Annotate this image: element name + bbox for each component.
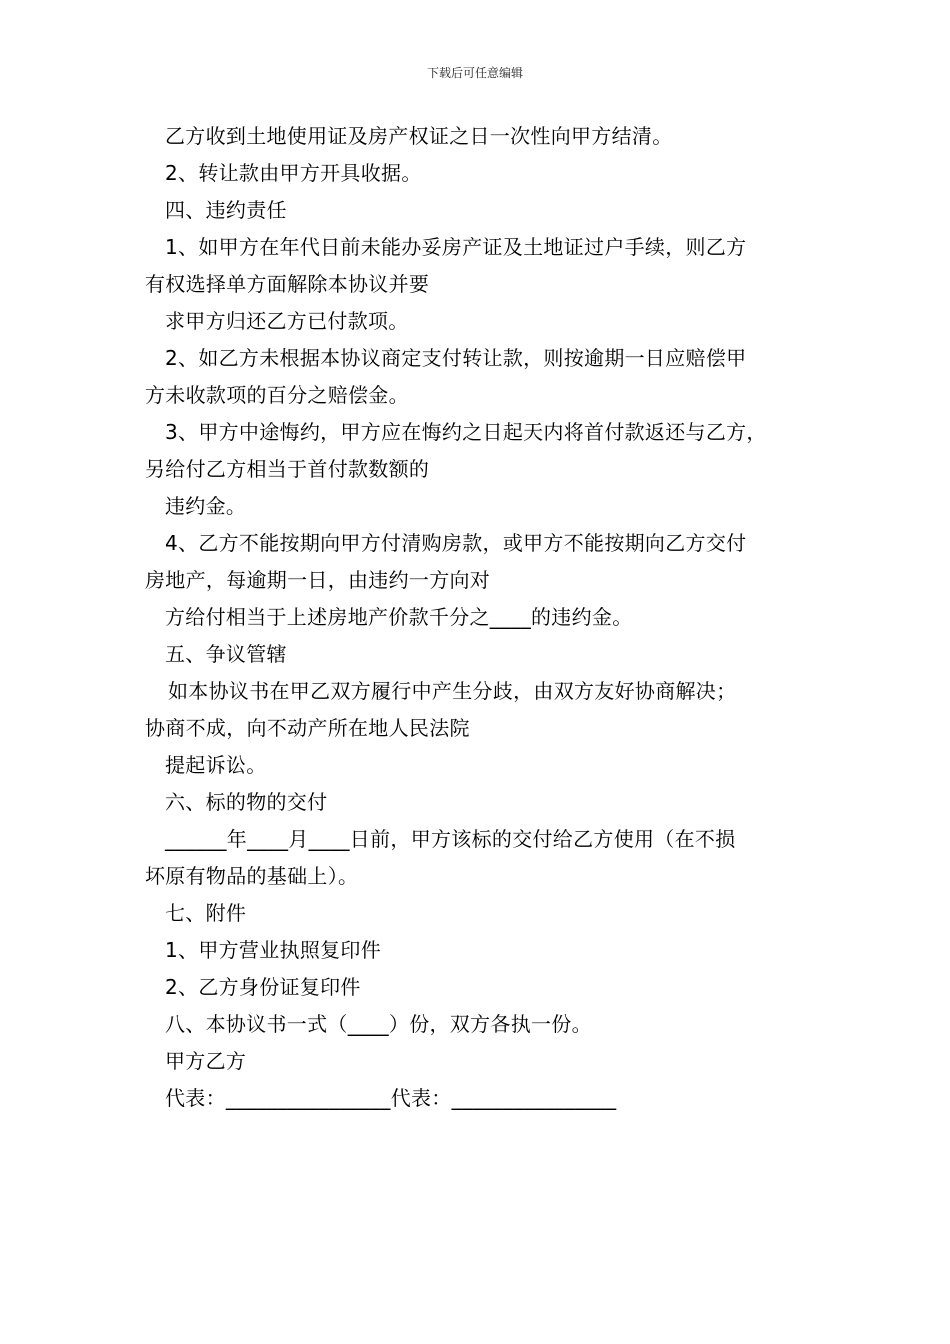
signature-line: 代表：________________代表：________________ xyxy=(165,1086,617,1110)
text-line: 乙方收到土地使用证及房产权证之日一次性向甲方结清。 xyxy=(165,124,673,148)
text-line: 违约金。 xyxy=(165,494,247,518)
signature-parties: 甲方乙方 xyxy=(165,1049,247,1073)
section-heading: 五、争议管辖 xyxy=(165,642,287,666)
text-line: 提起诉讼。 xyxy=(165,753,267,777)
text-line: 1、甲方营业执照复印件 xyxy=(165,938,382,962)
section-heading: 六、标的物的交付 xyxy=(165,790,328,814)
section-heading: 七、附件 xyxy=(165,901,247,925)
document-body xyxy=(145,118,825,1117)
text-line: ______年____月____日前，甲方该标的交付给乙方使用（在不损 xyxy=(165,827,736,851)
text-line: 求甲方归还乙方已付款项。 xyxy=(165,309,409,333)
text-line: 2、乙方身份证复印件 xyxy=(165,975,361,999)
text-line: 方未收款项的百分之赔偿金。 xyxy=(145,383,409,407)
text-line: 房地产，每逾期一日，由违约一方向对 xyxy=(145,568,491,592)
text-line: 协商不成，向不动产所在地人民法院 xyxy=(145,716,470,740)
text-line: 如本协议书在甲乙双方履行中产生分歧，由双方友好协商解决； xyxy=(168,679,737,703)
text-line: 2、如乙方未根据本协议商定支付转让款，则按逾期一日应赔偿甲 xyxy=(165,346,747,370)
text-line: 方给付相当于上述房地产价款千分之____的违约金。 xyxy=(165,605,633,629)
text-line: 有权选择单方面解除本协议并要 xyxy=(145,272,430,296)
text-line: 3、甲方中途悔约，甲方应在悔约之日起天内将首付款返还与乙方， xyxy=(165,420,767,444)
section-heading: 八、本协议书一式（____）份，双方各执一份。 xyxy=(165,1012,592,1036)
text-line: 坏原有物品的基础上）。 xyxy=(145,864,359,888)
section-heading: 四、违约责任 xyxy=(165,198,287,222)
text-line: 1、如甲方在年代日前未能办妥房产证及土地证过户手续，则乙方 xyxy=(165,235,747,259)
text-line: 4、乙方不能按期向甲方付清购房款，或甲方不能按期向乙方交付 xyxy=(165,531,747,555)
text-line: 2、转让款由甲方开具收据。 xyxy=(165,161,422,185)
page-header: 下载后可任意编辑 xyxy=(426,66,523,80)
text-line: 另给付乙方相当于首付款数额的 xyxy=(145,457,430,481)
